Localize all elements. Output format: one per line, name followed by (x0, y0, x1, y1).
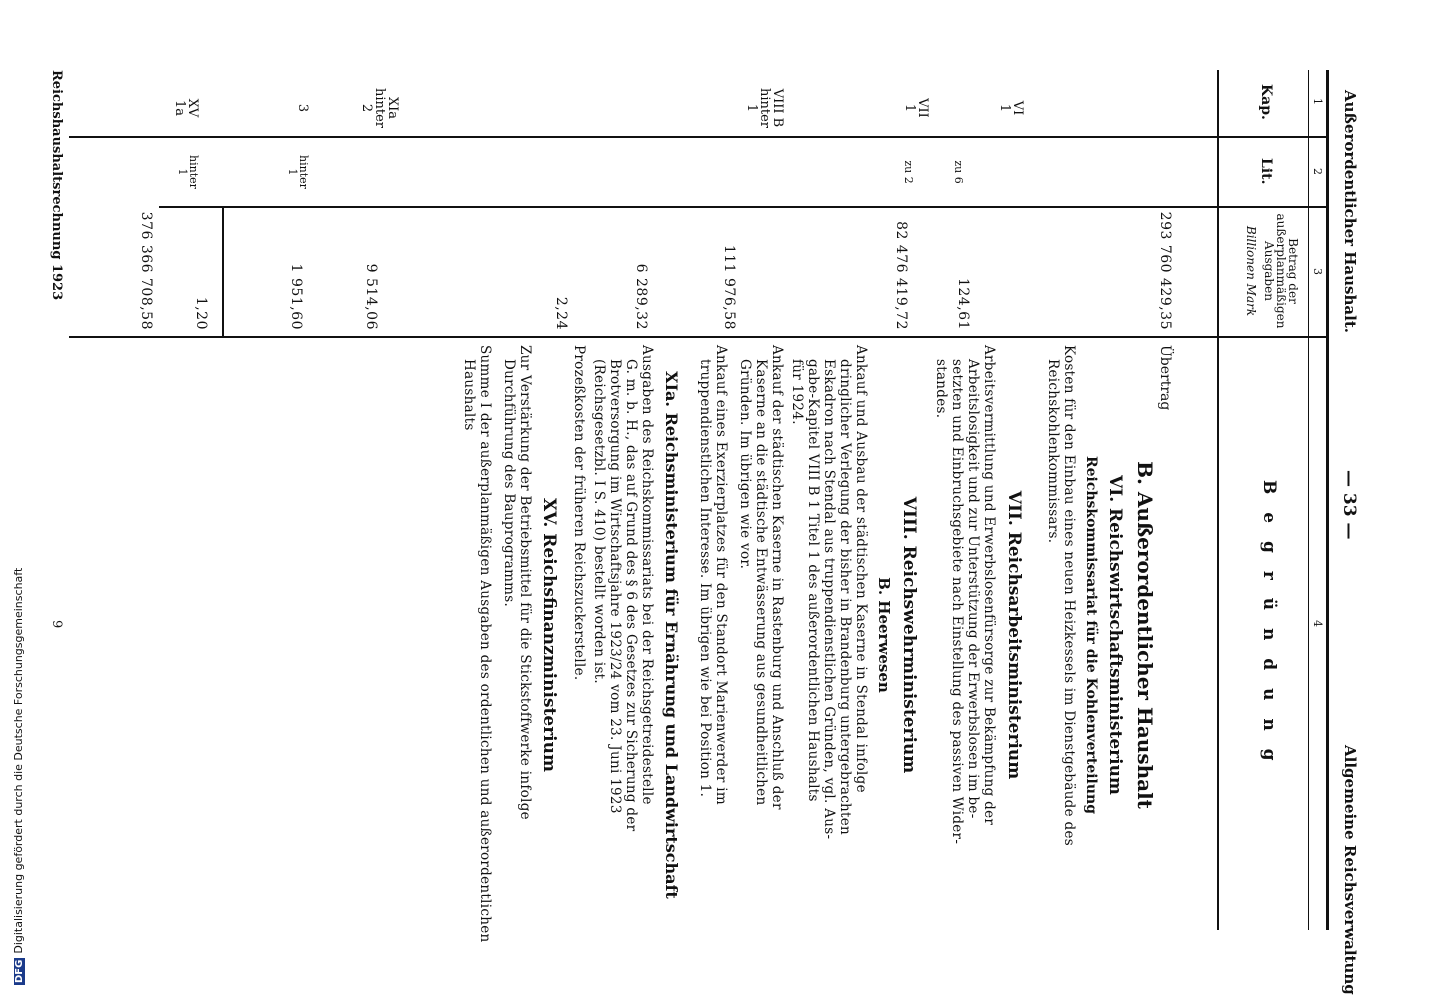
section-viii-title: VIII. Reichswehrministerium (899, 496, 919, 774)
betrag-line-3: Ausgaben (1262, 241, 1276, 301)
sum-rule (222, 206, 224, 336)
viii3-line-1: Ankauf eines Exerzierplatzes für den Standort Marienwerder im (713, 345, 729, 805)
betrag-unit: Billionen Mark (1244, 225, 1258, 317)
col-divider-lit (159, 206, 1329, 208)
viii2-line-3: Gründen. Im übrigen wie vor. (737, 359, 753, 570)
page-number: — 33 — (1339, 470, 1359, 540)
kap-vi: VI 1 (997, 100, 1025, 116)
footer-left: Reichshaushaltsrechnung 1923 (49, 70, 64, 301)
summe-text (461, 345, 493, 943)
xv-line-2: Durchführung des Bauprogramms. (501, 359, 517, 608)
viii3-line-2: truppendienstlichen Interesse. Im übrigen wie bei Position 1. (697, 359, 713, 798)
col-head-lit: Lit. (1258, 158, 1274, 185)
vii-line-3: setzten und Einbruchsgebiete nach Einstellung des passiven Wider- (949, 359, 965, 845)
section-viii-text-1 (789, 345, 869, 925)
viii2-line-1: Ankauf der städtischen Kaserne in Rastenburg und Anschluß der (769, 345, 785, 810)
amount-viii-2: 6 289,32 (633, 263, 649, 330)
text-uebertrag: Übertrag (1157, 345, 1173, 411)
section-xia-text-1 (591, 345, 655, 925)
lit-zu-2: zu 2 (902, 160, 915, 184)
kap-viii-b: VIII B hinter 1 (744, 87, 785, 129)
col-number-3: 3 (1311, 268, 1324, 275)
amount-vii: 82 476 419,72 (893, 221, 909, 330)
viii1-line-4: gabe-Kapitel VIII B 1 Titel 1 des außerordentlichen Haushalts (805, 359, 821, 802)
summe-line-1: Summe I der außerplanmäßigen Ausgaben des ordentlichen und außerordentlichen (477, 345, 493, 943)
col-divider-betrag (69, 336, 1329, 338)
viii2-line-2: Kaserne an die städtische Entwässerung aus gesundheitlichen (753, 359, 769, 806)
section-xv-title: XV. Reichsfinanzministerium (539, 498, 559, 772)
section-viii-subtitle: B. Heerwesen (875, 577, 893, 693)
amount-xia-1: 9 514,06 (363, 263, 379, 330)
betrag-line-2: außerplanmäßigen (1274, 213, 1288, 329)
xia1-line-2: G. m. b. H., das auf Grund des § 6 des Gesetzes zur Sicherung der (623, 359, 639, 832)
summe-line-2: Haushalts (461, 359, 477, 431)
amount-viii-3: 2,24 (553, 296, 569, 330)
section-vii-title: VII. Reichsarbeitsministerium (1004, 490, 1024, 780)
footer-page: 9 (49, 620, 64, 629)
kap-3: 3 (295, 103, 310, 113)
dfg-note (12, 568, 25, 985)
viii1-line-2: dringlicher Verlegung der bisher in Brandenburg untergebrachten (837, 359, 853, 836)
amount-viii-1: 111 976,58 (721, 244, 737, 330)
vi-line-1: Kosten für den Einbau eines neuen Heizkessels im Dienstgebäude des (1061, 345, 1077, 846)
section-b-title: B. Außerordentlicher Haushalt (1133, 461, 1157, 809)
header-right: Allgemeine Reichsverwaltung (1341, 745, 1359, 995)
viii1-line-1: Ankauf und Ausbau der städtischen Kaserne in Stendal infolge (853, 345, 869, 793)
section-vi-text (1045, 345, 1077, 925)
xia2-line-1: Prozeßkosten der früheren Reichszuckerstelle. (571, 345, 587, 681)
lit-hinter-1-b: hinter 1 (176, 155, 200, 189)
header-bottom-rule (1217, 70, 1219, 930)
dfg-logo: DFG (14, 959, 25, 983)
col-head-kap: Kap. (1258, 84, 1274, 120)
col-head-begruendung: B e g r ü n d u n g (1259, 480, 1279, 767)
col-number-rule (1308, 70, 1309, 930)
kap-xia: XIa hinter 2 (359, 87, 400, 129)
section-xv-text (501, 345, 533, 925)
section-xia-text-2 (571, 345, 587, 925)
section-xia-title: XIa. Reichsministerium für Ernährung und Landwirtschaft (662, 371, 681, 899)
header-left: Außerordentlicher Haushalt. (1341, 90, 1359, 333)
col-head-betrag (1245, 208, 1299, 334)
table-top-rule (1326, 70, 1329, 930)
section-vi-title: VI. Reichswirtschaftsministerium (1105, 475, 1125, 795)
kap-xv: XV 1a (172, 98, 200, 118)
amount-uebertrag: 293 760 429,35 (1157, 211, 1173, 330)
col-divider-kap (69, 136, 1329, 138)
xia1-line-3: Brotversorgung im Wirtschaftsjahre 1923/24 vom 23. Juni 1923 (607, 359, 623, 814)
kap-vii: VII 1 (902, 98, 930, 118)
amount-xia-2: 1 951,60 (288, 263, 304, 330)
col-number-4: 4 (1311, 620, 1324, 627)
amount-summe: 376 366 708,58 (138, 211, 154, 330)
viii1-line-3: Eskadron nach Stendal aus truppendienstlichen Gründen, vgl. Aus- (821, 359, 837, 840)
amount-xv: 1,20 (193, 296, 209, 330)
xv-line-1: Zur Verstärkung der Betriebsmittel für die Stickstoffwerke infolge (517, 345, 533, 820)
section-vi-subtitle: Reichskommissariat für die Kohlenverteilung (1083, 455, 1099, 815)
vii-line-2: Arbeitslosigkeit und zur Unterstützung der Erwerbslosen im be- (965, 359, 981, 819)
lit-zu-6: zu 6 (952, 160, 965, 184)
section-vii-text (933, 345, 997, 925)
section-viii-text-3 (697, 345, 729, 925)
vi-line-2: Reichskohlenkommissars. (1045, 359, 1061, 544)
vii-line-4: standes. (933, 359, 949, 419)
betrag-line-1: Betrag der (1286, 238, 1300, 304)
amount-vi: 124,61 (955, 278, 971, 330)
viii1-line-5: für 1924. (789, 359, 805, 425)
col-number-1: 1 (1311, 98, 1324, 105)
section-viii-text-2 (737, 345, 785, 925)
xia1-line-1: Ausgaben des Reichskommissariats bei der Reichsgetreidestelle (639, 345, 655, 805)
lit-hinter-1-a: hinter 1 (286, 155, 310, 189)
vii-line-1: Arbeitsvermittlung und Erwerbslosenfürsorge zur Bekämpfung der (981, 345, 997, 826)
col-number-2: 2 (1311, 168, 1324, 175)
dfg-note-text: Digitalisierung gefördert durch die Deutsche Forschungsgemeinschaft (12, 567, 25, 954)
xia1-line-4: (Reichsgesetzbl. I S. 410) bestellt worden ist. (591, 359, 607, 684)
